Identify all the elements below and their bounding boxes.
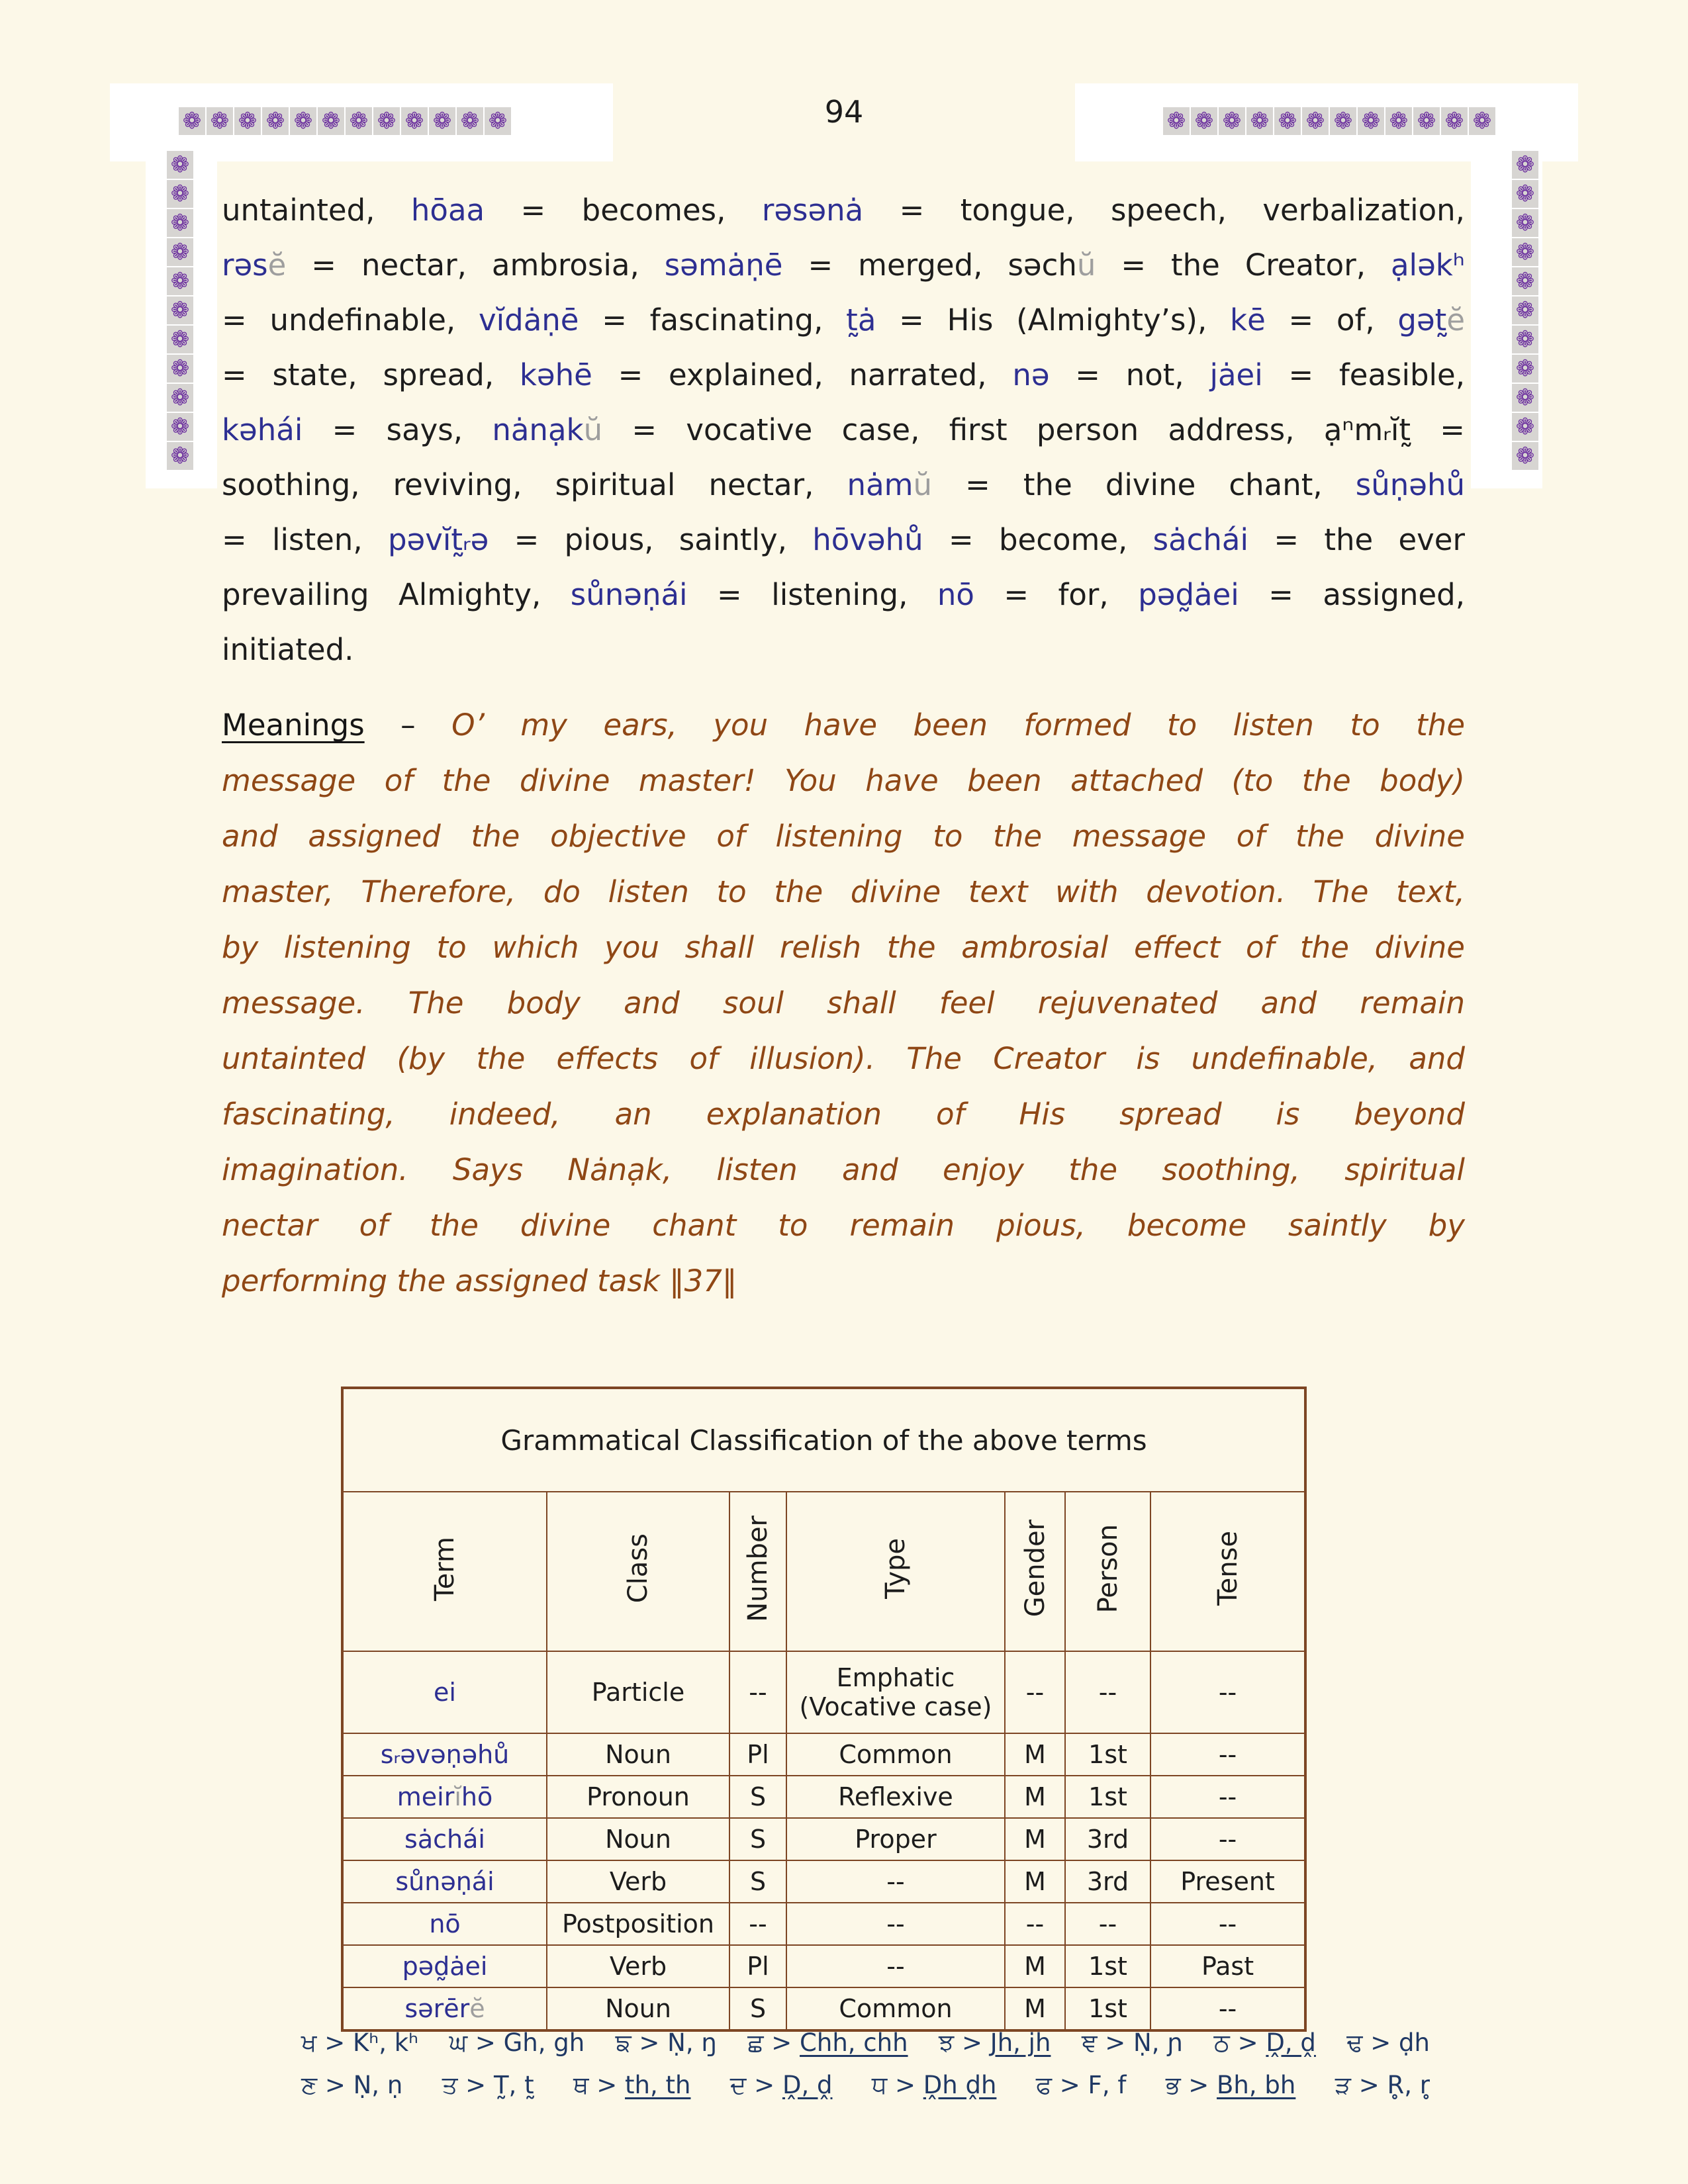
text-line (222, 457, 1465, 512)
flower-icon: ❁ (429, 107, 455, 135)
gender-cell: M (1005, 1818, 1065, 1860)
transliteration-token (616, 2028, 717, 2058)
column-header-gender (1005, 1492, 1065, 1651)
transliteration-token (449, 2028, 585, 2058)
text-segment: untainted (by the effects of illusion). The Creator is undefinable, and (222, 1041, 1465, 1076)
text-line (222, 809, 1465, 864)
text-segment: ĕ (1446, 302, 1466, 338)
person-cell: 3rd (1065, 1860, 1150, 1903)
text-segment: = the Creator, (1096, 248, 1391, 283)
column-header-number (729, 1492, 786, 1651)
flower-icon: ❁ (1191, 107, 1217, 135)
transliteration-token (1335, 2071, 1430, 2100)
flower-icon: ❁ (1274, 107, 1301, 135)
text-segment: = says, (303, 412, 492, 447)
text-segment: O’ my ears, you have been formed to listen to the (451, 707, 1465, 743)
flower-icon: ❁ (1512, 413, 1538, 441)
transliteration-token (939, 2028, 1051, 2058)
transliteration-line (301, 2022, 1430, 2064)
text-segment: səmȧṇē (664, 248, 783, 283)
latin-transliteration: Ṇ, ṇ (353, 2071, 403, 2099)
flower-icon: ❁ (167, 413, 193, 441)
number-cell: S (729, 1818, 786, 1860)
person-cell: 1st (1065, 1945, 1150, 1987)
word-meanings-paragraph (222, 183, 1465, 677)
column-header-term (342, 1492, 547, 1651)
table-title: Grammatical Classification of the above terms (342, 1388, 1305, 1492)
type-cell: Emphatic (Vocative case) (786, 1651, 1005, 1733)
text-segment: kəhái (222, 412, 303, 447)
text-segment: pəd̰ȧei (402, 1952, 488, 1981)
text-segment: and assigned the objective of listening to the message of the divine (222, 819, 1465, 854)
text-segment: = the ever (1248, 522, 1465, 557)
text-segment: nō (429, 1909, 461, 1938)
gurmukhi-letter: ਥ > (573, 2071, 626, 2099)
flower-icon: ❁ (167, 442, 193, 470)
gurmukhi-letter: ਝ > (938, 2028, 990, 2057)
tense-cell: -- (1150, 1818, 1305, 1860)
transliteration-token (1214, 2028, 1316, 2058)
gurmukhi-letter: ਣ > (301, 2071, 353, 2099)
flower-icon: ❁ (290, 107, 316, 135)
text-segment: ei (434, 1678, 456, 1707)
latin-transliteration: Jh, jh (990, 2028, 1051, 2057)
class-cell: Verb (547, 1945, 729, 1987)
flower-border-right (1512, 151, 1538, 470)
transliteration-token (1346, 2028, 1430, 2058)
flower-icon: ❁ (485, 107, 511, 135)
gurmukhi-letter: ਠ > (1213, 2028, 1266, 2057)
flower-icon: ❁ (179, 107, 205, 135)
gender-cell: M (1005, 1945, 1065, 1987)
person-cell: 1st (1065, 1733, 1150, 1776)
table-row (342, 1903, 1305, 1945)
text-segment: = vocative case, first person address, ạⁿmᵣĭt̰ = (602, 412, 1465, 447)
text-segment: = explained, narrated, (592, 357, 1013, 392)
tense-cell: Present (1150, 1860, 1305, 1903)
text-line (222, 1142, 1465, 1198)
flower-icon: ❁ (1302, 107, 1329, 135)
tense-cell: -- (1150, 1776, 1305, 1818)
text-segment: = state, spread, (222, 357, 520, 392)
flower-icon: ❁ (262, 107, 289, 135)
class-cell: Postposition (547, 1903, 729, 1945)
text-segment: = fascinating, (579, 302, 847, 338)
column-header-label: Type (880, 1538, 911, 1599)
flower-icon: ❁ (1441, 107, 1468, 135)
text-line (222, 920, 1465, 976)
text-segment: imagination. Says Nȧnạk, listen and enjoy the soothing, spiritual (222, 1152, 1465, 1187)
flower-icon: ❁ (1512, 326, 1538, 353)
text-segment: nō (937, 577, 974, 612)
flower-icon: ❁ (1385, 107, 1412, 135)
table-title-row (342, 1388, 1305, 1492)
text-line (222, 512, 1465, 567)
tense-cell: -- (1150, 1651, 1305, 1733)
gender-cell: -- (1005, 1651, 1065, 1733)
table-row (342, 1945, 1305, 1987)
table-row (342, 1860, 1305, 1903)
number-cell: Pl (729, 1945, 786, 1987)
latin-transliteration: F, f (1088, 2071, 1127, 2099)
flower-icon: ❁ (207, 107, 233, 135)
tense-cell: -- (1150, 1733, 1305, 1776)
flower-icon: ❁ (234, 107, 261, 135)
text-segment: soothing, reviving, spiritual nectar, (222, 467, 847, 502)
class-cell: Noun (547, 1733, 729, 1776)
latin-transliteration: Ṇ, ŋ (667, 2028, 717, 2057)
flower-icon: ❁ (1330, 107, 1356, 135)
table-row (342, 1776, 1305, 1818)
text-segment: sůnəṇái (570, 577, 688, 612)
tense-cell: -- (1150, 1903, 1305, 1945)
flower-icon: ❁ (167, 355, 193, 383)
text-segment: = undefinable, (222, 302, 479, 338)
tense-cell: -- (1150, 1987, 1305, 2030)
flower-icon: ❁ (457, 107, 483, 135)
text-segment: gət̰ (1397, 302, 1447, 338)
person-cell: 3rd (1065, 1818, 1150, 1860)
text-segment: nȧm (847, 467, 914, 502)
type-cell: Reflexive (786, 1776, 1005, 1818)
gurmukhi-letter: ਙ > (615, 2028, 668, 2057)
gurmukhi-letter: ਦ > (729, 2071, 782, 2099)
number-cell: Pl (729, 1733, 786, 1776)
transliteration-notes (301, 2022, 1430, 2107)
text-segment: ŭ (1076, 248, 1096, 283)
column-header-person (1065, 1492, 1150, 1651)
text-line (222, 622, 1465, 677)
transliteration-token (1166, 2071, 1296, 2100)
text-line (222, 1198, 1465, 1253)
text-segment: initiated. (222, 632, 354, 667)
latin-transliteration: ḍh (1399, 2028, 1430, 2057)
type-cell: -- (786, 1945, 1005, 1987)
text-segment: sᵣəvəṇəhů (380, 1740, 510, 1769)
term-cell (342, 1945, 547, 1987)
text-segment: = the divine chant, (932, 467, 1356, 502)
number-cell: S (729, 1860, 786, 1903)
text-segment: vĭdȧṇē (479, 302, 579, 338)
column-header-label: Tense (1212, 1531, 1243, 1606)
text-segment: nȧnạk (492, 412, 584, 447)
term-cell (342, 1776, 547, 1818)
person-cell: -- (1065, 1651, 1150, 1733)
type-cell: Common (786, 1987, 1005, 2030)
text-segment: ŭ (583, 412, 603, 447)
latin-transliteration: Ṇ, ɲ (1133, 2028, 1184, 2057)
flower-border-left (167, 151, 193, 470)
text-segment: sůnəṇái (395, 1867, 494, 1896)
transliteration-token (573, 2071, 690, 2100)
text-segment: ĭ (454, 1782, 461, 1811)
transliteration-token (872, 2071, 996, 2100)
term-cell (342, 1818, 547, 1860)
column-header-label: Term (430, 1536, 460, 1601)
text-line (222, 1087, 1465, 1142)
flower-icon: ❁ (167, 209, 193, 237)
text-line (222, 183, 1465, 238)
flower-icon: ❁ (1469, 107, 1495, 135)
class-cell: Noun (547, 1987, 729, 2030)
flower-icon: ❁ (401, 107, 428, 135)
text-segment: nə (1012, 357, 1050, 392)
text-segment: hō (461, 1782, 493, 1811)
text-segment: performing the assigned task ‖37‖ (222, 1263, 737, 1298)
term-cell (342, 1903, 547, 1945)
number-cell: S (729, 1776, 786, 1818)
text-segment: = feasible, (1262, 357, 1466, 392)
text-segment: sȧchái (404, 1825, 485, 1854)
class-cell: Particle (547, 1651, 729, 1733)
gender-cell: M (1005, 1776, 1065, 1818)
text-segment: message of the divine master! You have been attached (to the body) (222, 763, 1465, 798)
latin-transliteration: Gh, gh (503, 2028, 585, 2057)
column-header-tense (1150, 1492, 1305, 1651)
table-row (342, 1733, 1305, 1776)
transliteration-token (301, 2028, 418, 2058)
flower-icon: ❁ (167, 296, 193, 324)
flower-icon: ❁ (1512, 296, 1538, 324)
type-cell: -- (786, 1903, 1005, 1945)
text-segment: hōvəhů (812, 522, 923, 557)
type-cell: -- (786, 1860, 1005, 1903)
latin-transliteration: Chh, chh (800, 2028, 908, 2057)
text-line (222, 1031, 1465, 1087)
text-segment: rəs (222, 248, 268, 283)
text-segment: = listening, (687, 577, 937, 612)
transliteration-token (1036, 2071, 1127, 2100)
latin-transliteration: Ḓh ḓh (923, 2071, 997, 2099)
transliteration-token (747, 2028, 908, 2058)
grammar-table (341, 1387, 1307, 2032)
flower-icon: ❁ (373, 107, 400, 135)
gurmukhi-letter: ਭ > (1165, 2071, 1217, 2099)
transliteration-token (301, 2071, 402, 2100)
text-segment: prevailing Almighty, (222, 577, 571, 612)
term-cell (342, 1860, 547, 1903)
text-segment: = pious, saintly, (489, 522, 813, 557)
flower-icon: ❁ (1413, 107, 1440, 135)
latin-transliteration: th, th (625, 2071, 691, 2099)
text-line (222, 293, 1465, 347)
text-segment: Meanings (222, 707, 365, 743)
text-segment: = His (Almighty’s), (876, 302, 1231, 338)
term-cell (342, 1733, 547, 1776)
table-row (342, 1818, 1305, 1860)
latin-transliteration: Kʰ, kʰ (352, 2028, 419, 2057)
text-segment: = of, (1265, 302, 1398, 338)
gurmukhi-letter: ਞ > (1081, 2028, 1134, 2057)
flower-icon: ❁ (1358, 107, 1384, 135)
page-number: 94 (824, 94, 864, 130)
text-segment: by listening to which you shall relish the ambrosial effect of the divine (222, 930, 1465, 965)
text-line (222, 976, 1465, 1031)
gurmukhi-letter: ਖ > (301, 2028, 353, 2057)
flower-icon: ❁ (167, 326, 193, 353)
flower-icon: ❁ (1512, 238, 1538, 266)
number-cell: S (729, 1987, 786, 2030)
flower-icon: ❁ (1512, 442, 1538, 470)
gurmukhi-letter: ਘ > (449, 2028, 504, 2057)
flower-icon: ❁ (1512, 180, 1538, 208)
gender-cell: M (1005, 1733, 1065, 1776)
text-segment: = merged, səch (782, 248, 1077, 283)
class-cell: Pronoun (547, 1776, 729, 1818)
person-cell: -- (1065, 1903, 1150, 1945)
text-segment: sȧchái (1152, 522, 1249, 557)
class-cell: Noun (547, 1818, 729, 1860)
person-cell: 1st (1065, 1776, 1150, 1818)
text-line (222, 698, 1465, 753)
flower-icon: ❁ (167, 384, 193, 412)
table-header-row (342, 1492, 1305, 1651)
class-cell: Verb (547, 1860, 729, 1903)
text-segment: = become, (923, 522, 1153, 557)
text-segment: untainted, (222, 193, 411, 228)
term-cell (342, 1651, 547, 1733)
column-header-label: Gender (1019, 1520, 1051, 1617)
text-segment: = not, (1049, 357, 1210, 392)
tense-cell: Past (1150, 1945, 1305, 1987)
type-cell: Common (786, 1733, 1005, 1776)
text-line (222, 238, 1465, 293)
number-cell: -- (729, 1651, 786, 1733)
flower-icon: ❁ (167, 151, 193, 179)
text-line (222, 1253, 1465, 1309)
latin-transliteration: R̥, r̥ (1387, 2071, 1430, 2099)
text-segment: pəd̰ȧei (1138, 577, 1239, 612)
flower-icon: ❁ (167, 267, 193, 295)
text-segment: kē (1230, 302, 1266, 338)
text-segment: ĕ (267, 248, 287, 283)
gender-cell: M (1005, 1860, 1065, 1903)
flower-icon: ❁ (167, 180, 193, 208)
text-segment: – (364, 707, 452, 743)
text-line (222, 402, 1465, 457)
text-line (222, 567, 1465, 622)
transliteration-token (1082, 2028, 1183, 2058)
text-segment: = tongue, speech, verbalization, (863, 193, 1465, 228)
type-cell: Proper (786, 1818, 1005, 1860)
text-segment: hōaa (410, 193, 485, 228)
text-line (222, 753, 1465, 809)
text-segment: = assigned, (1239, 577, 1466, 612)
flower-icon: ❁ (1163, 107, 1190, 135)
text-segment: message. The body and soul shall feel rejuvenated and remain (222, 985, 1465, 1021)
gurmukhi-letter: ਤ > (442, 2071, 494, 2099)
column-header-label: Class (623, 1533, 653, 1604)
flower-icon: ❁ (167, 238, 193, 266)
gender-cell: -- (1005, 1903, 1065, 1945)
text-segment: sůṇəhů (1355, 467, 1465, 502)
flower-icon: ❁ (1512, 209, 1538, 237)
text-segment: t̰ȧ (846, 302, 876, 338)
column-header-label: Number (743, 1515, 773, 1622)
text-segment: ạləkʰ (1390, 248, 1466, 283)
text-segment: ŭ (913, 467, 933, 502)
latin-transliteration: Ḓ, ḓ (1266, 2028, 1316, 2057)
flower-icon: ❁ (1512, 355, 1538, 383)
text-line (222, 347, 1465, 402)
column-header-class (547, 1492, 729, 1651)
gurmukhi-letter: ੜ > (1335, 2071, 1387, 2099)
flower-icon: ❁ (1512, 267, 1538, 295)
text-line (222, 864, 1465, 920)
number-cell: -- (729, 1903, 786, 1945)
text-segment: fascinating, indeed, an explanation of His spread is beyond (222, 1097, 1465, 1132)
gurmukhi-letter: ਛ > (747, 2028, 800, 2057)
gender-cell: M (1005, 1987, 1065, 2030)
column-header-label: Person (1092, 1524, 1123, 1614)
text-segment: = listen, (222, 522, 388, 557)
text-segment: = for, (974, 577, 1139, 612)
flower-icon: ❁ (1512, 384, 1538, 412)
gurmukhi-letter: ਢ > (1346, 2028, 1399, 2057)
transliteration-token (730, 2071, 833, 2100)
latin-transliteration: Bh, bh (1217, 2071, 1296, 2099)
flower-icon: ❁ (1246, 107, 1273, 135)
text-segment: master, Therefore, do listen to the divine text with devotion. The text, (222, 874, 1465, 909)
meanings-paragraph (222, 698, 1465, 1309)
transliteration-line (301, 2064, 1430, 2107)
text-segment: nectar of the divine chant to remain pious, become saintly by (222, 1208, 1465, 1243)
text-segment: rəsənȧ (761, 193, 864, 228)
text-segment: pəvĭt̰ᵣə (387, 522, 489, 557)
flower-icon: ❁ (1512, 151, 1538, 179)
text-segment: kəhē (519, 357, 592, 392)
latin-transliteration: T̰, t̰ (493, 2071, 534, 2099)
latin-transliteration: Ḓ, ḓ (782, 2071, 833, 2099)
column-header-type (786, 1492, 1005, 1651)
flower-icon: ❁ (346, 107, 372, 135)
text-segment: meir (397, 1782, 455, 1811)
flower-icon: ❁ (318, 107, 344, 135)
text-segment: sərēr (404, 1994, 470, 2023)
transliteration-token (442, 2071, 534, 2100)
text-segment: = nectar, ambrosia, (286, 248, 665, 283)
person-cell: 1st (1065, 1987, 1150, 2030)
gurmukhi-letter: ਫ > (1035, 2071, 1088, 2099)
flower-icon: ❁ (1219, 107, 1245, 135)
gurmukhi-letter: ਧ > (871, 2071, 923, 2099)
text-segment: ĕ (469, 1994, 485, 2023)
text-segment: = becomes, (485, 193, 762, 228)
table-row (342, 1651, 1305, 1733)
text-segment: jȧei (1209, 357, 1263, 392)
